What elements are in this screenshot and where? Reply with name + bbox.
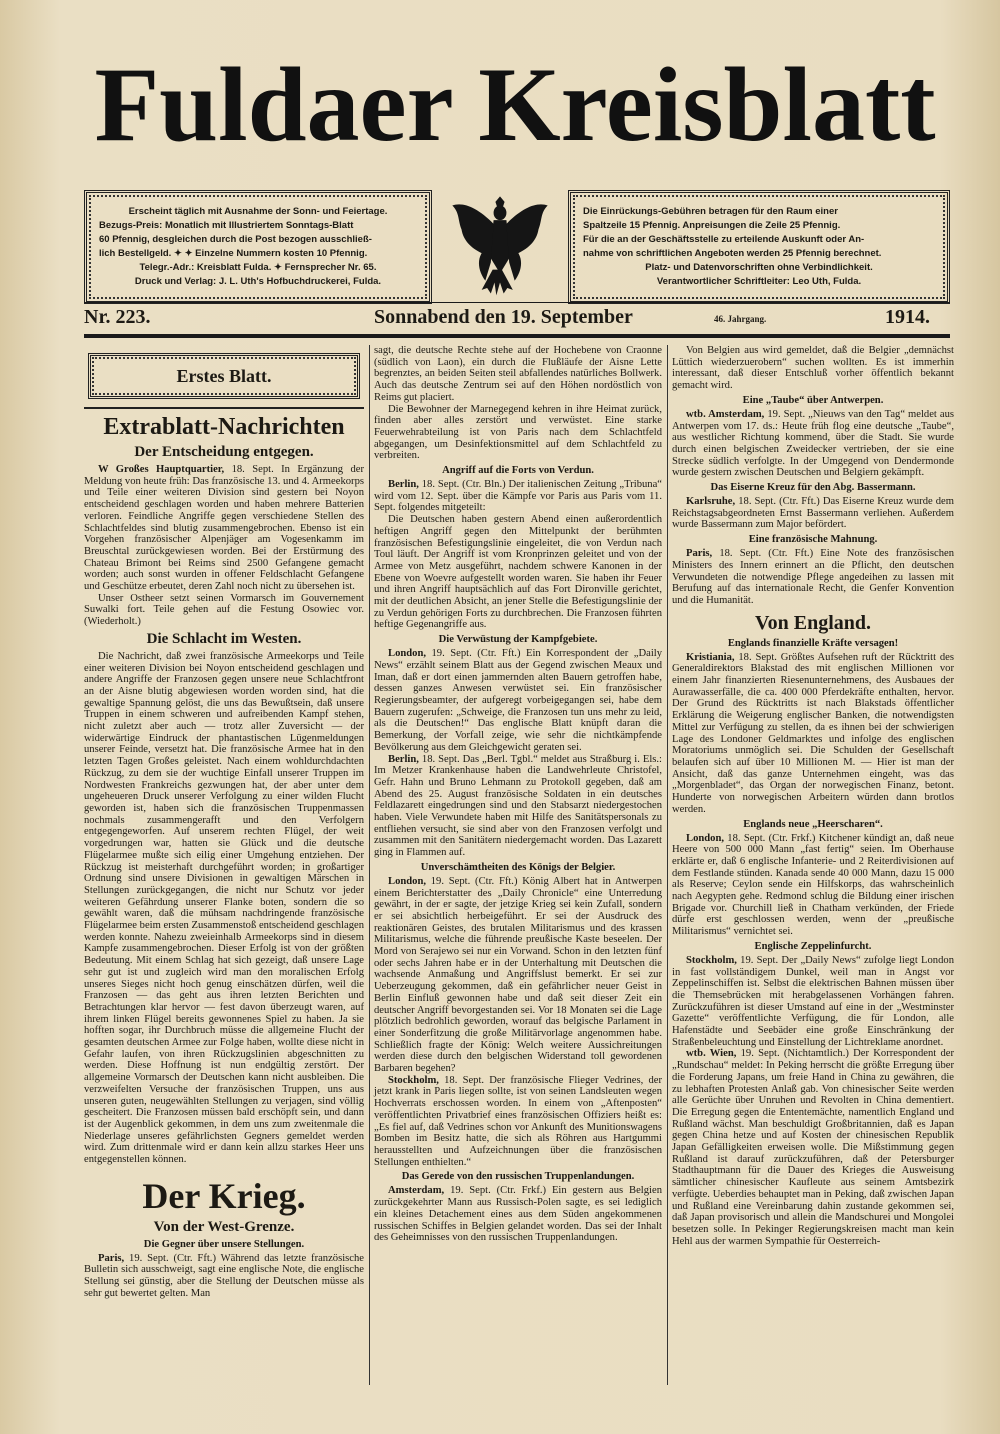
info-line: lich Bestellgeld. ✦ ✦ Einzelne Nummern kosten 10 Pfennig. xyxy=(99,248,368,259)
article-paragraph xyxy=(672,833,954,938)
dateline-place: Stockholm, xyxy=(388,1074,439,1086)
paragraph-text: 19. Sept. (Nichtamtlich.) Der Korrespondent der „Rundschau“ meldet: In Peking herrscht die größte Erregung über die Forderung Japans, um freie Hand in China zu gewähren, die zu lebhaften Protesten Anlaß gab. Von chinesischer Seite werden alle Gerüchte über Unruhen und Revolten in China dementiert. Die Erregung gegen die Ententemächte, namentlich England und Rußland wächst. Man beschuldigt Großbritannien, daß es Japan gegen China hetze und auf Kosten der chinesischen Republik Japan Gefälligkeiten erweisen wolle. Die Mißstimmung gegen Rußland ist darauf zurückzuführen, daß der Petersburger Stadthauptmann für die Dauer des Krieges die Ausweisung sämtlicher chinesischer Kaufleute aus seinem Amtsbezirk verfügte. Ueberdies behauptet man in Peking, daß zwischen Japan und Rußland eine Vereinbarung dahin zustande gekommen sei, daß Japan provisorisch und allein die Mandschurei und Mongolei besetzen solle. In Pekinger Regierungskreisen macht man kein Hehl aus der warmen Sympathie für Oesterreich- xyxy=(672,1048,954,1247)
article-paragraph xyxy=(374,345,662,404)
column-2 xyxy=(374,345,662,1244)
info-line: Erscheint täglich mit Ausnahme der Sonn- und Feiertage. xyxy=(128,206,388,217)
article-paragraph xyxy=(374,754,662,859)
headline: Das Gerede von den russischen Truppenlandungen. xyxy=(401,1171,635,1183)
dateline-place: Berlin, xyxy=(388,479,419,491)
article-paragraph xyxy=(672,955,954,1049)
paragraph-text: 19. Sept. (Ctr. Fft.) Ein Korrespondent der „Daily News“ erzählt seinem Blatt aus der Gegend zwischen Meaux und Iman, daß er dort einen jammernden alten Bauern getroffen habe, dessen ganzes Anwesen verwüstet sei. Ein französischer Regierungsbeamter, der aufgeregt vorbeigegangen sei, habe dem Bauern zugerufen: „Schweige, die Franzosen tun uns mehr zu leid, als die Deutschen!“ Das englische Blatt knüpft daran die Bemerkung, der Vorfall zeige, wie sehr die nichtkämpfende Bevölkerung aus dem Gleichgewicht geraten sei. xyxy=(374,648,662,753)
headline: Englands neue „Heerscharen“. xyxy=(743,818,883,830)
dateline-place: Stockholm, xyxy=(686,954,737,966)
article-paragraph xyxy=(84,1253,364,1300)
article-paragraph xyxy=(374,1185,662,1244)
headline: Von der West-Grenze. xyxy=(153,1218,295,1235)
column-3 xyxy=(672,345,954,1247)
column-divider xyxy=(369,345,370,1385)
article-paragraph xyxy=(672,1048,954,1247)
article-paragraph xyxy=(672,345,954,392)
column-divider xyxy=(667,345,668,1385)
divider xyxy=(84,334,950,338)
headline: Unverschämtheiten des Königs der Belgier. xyxy=(420,861,616,873)
paragraph-text: Die Nachricht, daß zwei französische Armeekorps und Teile einer weiteren Division bei Noyon entscheidend geschlagen und andere Angriffe der Franzosen gegen unsere neue Schlachtfront an der Aisne blutig abgewiesen worden worden sind, hat die gewaltige Spannung gelöst, die uns das Bewußtsein, daß unsere Truppen in einem schweren und aufreibenden Kampf stehen, nicht zuletzt aber auch — trotz aller Zuversicht — der widerwärtige Eindruck der phantastischen Lügenmeldungen unserer Feinde, versetzt hat. Die französische Armee hat in den letzten Tagen Großes geleistet. Nach einem wohldurchdachten Rückzug, zu dem sie der wuchtige Einfall unserer Truppen im Nordwesten Frankreichs gezwungen hat, der aber unter dem ungeheueren Druck unserer Verfolgung zu einer wilden Flucht geworden ist, haben sich die französischen Truppenmassen nochmals zusammengerafft und den Verfolgern entgegengeworfen. Auf unserem rechten Flügel, der weit vorgedrungen war, hatten sie Glück und die deutsche Flügelarmee mußte sich eilig einer Umgehung entziehen. Der Rückzug ist meisterhaft durchgeführt worden; in großartiger Ordnung sind unsere Divisionen in gewaltigen Märschen in Stellungen zurückgegangen, die nicht nur Schutz vor jeder weiteren Gefährdung unserer Flanke boten, sondern die so gewählt waren, daß die mühsam nachdringende französische Flügelarmee beim ersten Zusammenstoß entscheidend geschlagen werden konnte. Nahezu zweieinhalb Armeekorps sind in diesem Kampfe zusammengebrochen. Dieser Erfolg ist von der größten Bedeutung. Mit einem Schlag hat sich gezeigt, daß unsere Lage sehr gut ist und zugleich wird man den moralischen Erfolg unseres Sieges nicht hoch genug einschätzen dürfen, weil die Franzosen — das geht aus ihren letzten Berichten und Betrachtungen klar hervor — fest davon überzeugt waren, auf ihrem linken Flügel bereits gewonnenes Spiel zu haben. Ja sie hofften sogar, ihr Durchbruch müsse die allgemeine Flucht der gesamten deutschen Armee zur Folge haben, wollte diese nicht in Gefahr laufen, von ihren Rückzugslinien abgeschnitten zu werden. Diese Hoffnung ist nun endgültig zerstört. Der allgemeine Vormarsch der Deutschen kann nicht ausbleiben. Die verzweifelten Versuche der französischen Truppen, uns aus unseren guten, neugewählten Stellungen zu verjagen, sind völlig gescheitert. Die Franzosen müssen bald erschöpft sein, und dann ist der Augenblick gekommen, in dem uns zum zweitenmale die Niederlage unseres gefährlichsten Gegners gemeldet werden wird. Zum drittenmale wird er dann kein allzu starkes Heer uns entgegenstellen können. xyxy=(84,650,364,1166)
paragraph-text: Von Belgien aus wird gemeldet, daß die Belgier „demnächst Lüttich wiederzuerobern“ suchen wollten. Es ist immerhin interessant, daß dieser Entschluß vorher öffentlich bekannt gemacht wird. xyxy=(672,345,954,392)
headline: Von England. xyxy=(755,611,871,634)
paragraph-text: 18. Sept. Der französische Flieger Vedrines, der jetzt krank in Paris liegen sollte, ist von seinen Landsleuten wegen Hochverrats erschossen worden. In einem von „Aftenposten“ veröffentlichten Privatbrief eines französischen Offiziers heißt es: „Es fiel auf, daß Vedrines schon vor Ankunft des Munitionswagens Bomben im Besitz hatte, die sich als Röhren aus Hartgummi herausstellten und Aufzeichnungen über die französischen Stellungen enthielten.“ xyxy=(374,1074,662,1168)
dateline-place: London, xyxy=(388,648,426,660)
headline: Englands finanzielle Kräfte versagen! xyxy=(727,637,899,649)
paragraph-text: 18. Sept. In Ergänzung der Meldung von heute früh: Das französische 13. und 4. Armeekorps und Teile einer weiteren Division sind gestern bei Noyon entscheidend geschlagen worden und haben mehrere Batterien verloren. Feindliche Angriffe gegen verschiedene Stellen des Schlachtfeldes sind blutig zusammengebrochen. Ebenso ist ein Vorgehen französischer Alpenjäger am Vogesenkamm im Breuschtal zurückgewiesen worden. Bei der Erstürmung des Chateau Brimont bei Reims sind 2500 Gefangene gemacht worden; auch sonst wurden in offener Feldschlacht Gefangene und Geschütze erbeutet, deren Zahl noch nicht zu übersehen ist. xyxy=(84,464,364,593)
paragraph-text: 19. Sept. (Ctr. Fft.) Während das letzte französische Bulletin sich ausschweigt, sagt eine englische Note, die englische Stellung sei günstig, aber die Stellung der Deutschen müsse als sehr gut bewertet gelten. Man xyxy=(84,1252,364,1299)
info-line: Verantwortlicher Schriftleiter: Leo Uth, Fulda. xyxy=(656,276,862,287)
paragraph-text: 19. Sept. (Ctr. Fft.) König Albert hat in Antwerpen einem Berichterstatter des „Daily Chronicle“ eine Unterredung gewährt, in der er sagte, der jetzige Krieg sei kein Zufall, sondern er sei absichtlich herbeigeführt. Er sei der Ausdruck des reaktionären Geistes, des brutalen Militarismus und des krassen Militarismus, welche die führende preußische Kaste beseelen. Der Mord von Serajewo sei nur ein Vorwand. Schon in den letzten fünf oder sechs Jahren habe er in der Unterhaltung mit Deutschen die wachsende Anmaßung und Angriffslust bemerkt. Er sei zur Ueberzeugung gekommen, daß ein gefährlicher neuer Geist in Berlin Einfluß gewonnen habe und daß seit dieser Zeit ein deutscher Angriff bevorgestanden sei. Vor 18 Monaten sei die Lage plötzlich bedrohlich geworden, worauf das belgische Parlament in einer Sonderfitzung die große Militärvorlage angenommen habe. Schließlich fragte der König: Welch weitere Aussichreitungen werden diese durch den belgischen Widerstand toll gewordenen Barbaren begehen? xyxy=(374,875,662,1075)
dateline-place: Paris, xyxy=(686,548,713,560)
dateline-place: Paris, xyxy=(98,1252,125,1264)
paragraph-text: sagt, die deutsche Rechte stehe auf der Hochebene von Craonne (südlich von Laon), ein durch die Flußläufe der Aisne Lette begrenztes, an beiden Seiten steil abfallendes natürliches Bollwerk. Auch das deutsche Zentrum sei auf den Höhen nordöstlich von Reims gut placiert. xyxy=(374,345,662,403)
headline: Extrablatt-Nachrichten xyxy=(103,414,345,440)
paragraph-text: 18. Sept. (Ctr. Fft.) Das Eiserne Kreuz wurde dem Reichstagsabgeordneten Ernst Bassermann verliehen. Außerdem wurde Bassermann zum Major befördert. xyxy=(672,496,954,531)
dateline-place: W Großes Hauptquartier, xyxy=(98,464,225,475)
subscription-info-box xyxy=(84,190,432,304)
info-line: Für die an der Geschäftsstelle zu erteilende Auskunft oder An- xyxy=(583,234,865,245)
paragraph-text: 19. Sept. (Ctr. Frkf.) Ein gestern aus Belgien zurückgekehrter Mann aus Russisch-Polen sagte, es sei lediglich ein kleines Detachement eines aus dem Süden angekommenen russischen Schiffes in Belgien gelandet worden. Das sei der Inhalt des Geheimnisses von den russischen Truppenlandungen. xyxy=(374,1185,662,1244)
paragraph-text: 19. Sept. Der „Daily News“ zufolge liegt London in fast vollständigem Dunkel, weil man in Angst vor Zeppelinschiffen ist. Selbst die elektrischen Bahnen müssen über die Themsebrücken mit herabgelassenen Vorhängen fahren. Zurückzuführen ist dieser Umstand auf eine in der „Westminster Gazette“ veröffentlichte Verfügung, die für London, alle Hafenstädte und Seebäder eine große Einschränkung der Straßenbeleuchtung und Einstellung der Lichtreklame anordnet. xyxy=(672,954,954,1048)
headline: Angriff auf die Forts von Verdun. xyxy=(442,465,594,477)
headline: Das Eiserne Kreuz für den Abg. Bassermann. xyxy=(710,482,916,494)
paragraph-text: 18. Sept. (Ctr. Frkf.) Kitchener kündigt an, daß neue Heere von 500 000 Mann „fast fertig“ seien. Im Oberhause erklärte er, daß 6 englische Infanterie- und 2 Reiterdivisionen auf dem Festlande stünden. Kanada sende 40 000 Mann, dazu 15 000 als Reserve; Ceylon sende ein Hilfskorps, das wahrscheinlich nach Aegypten gehe. Redmond schlug die Bildung einer irischen Brigade vor. Churchill ließ in Chatham verkünden, der Friede dürfe erst geschlossen werden, wenn der „preußische Militarismus“ vernichtet sei. xyxy=(672,832,954,938)
article-paragraph xyxy=(672,548,954,607)
info-line: nahme von schriftlichen Angeboten werden 25 Pfennig berechnet. xyxy=(583,248,882,259)
dateline-place: wtb. Wien, xyxy=(686,1048,737,1060)
advertising-info-box xyxy=(568,190,950,304)
headline: Die Verwüstung der Kampfgebiete. xyxy=(438,634,598,646)
article-paragraph xyxy=(374,404,662,463)
paragraph-text: 18. Sept. Das „Berl. Tgbl.“ meldet aus Straßburg i. Els.: Im Metzer Krankenhause haben die Landwehrleute Christofel, Gefr. Hahn und Bruno Lehmann zu Protokoll gegeben, daß am Abend des 25. August französische Soldaten in ein deutsches Feldlazarett eingedrungen sind und den Stabsarzt niedergestochen haben. Viele Verwundete haben mit Hilfe des Sanitätspersonals zu entfliehen versucht, sie sind aber von den Franzosen verfolgt und zusammen mit den Sanitätern niedergemacht worden. Das Lazarett ging in Flammen auf. xyxy=(374,753,662,859)
dateline-place: Amsterdam, xyxy=(388,1185,445,1197)
issue-number: Nr. 223. xyxy=(84,306,151,328)
info-line: Spaltzeile 15 Pfennig. Anpreisungen die Zeile 25 Pfennig. xyxy=(583,220,841,231)
column-1 xyxy=(84,345,364,1300)
dateline xyxy=(84,304,950,334)
article-paragraph xyxy=(374,479,662,514)
article-paragraph xyxy=(84,593,364,628)
headline: Eine französische Mahnung. xyxy=(748,534,878,546)
dateline-place: Berlin, xyxy=(388,753,419,765)
info-line: Bezugs-Preis: Monatlich mit Illustriertem Sonntags-Blatt xyxy=(99,220,354,231)
info-line: 60 Pfennig, desgleichen durch die Post bezogen ausschließ- xyxy=(99,234,372,245)
paragraph-text: 18. Sept. Größtes Aufsehen ruft der Rücktritt des Generaldirektors Blakstad des mit englischen Millionen vor einem Jahr finanzierten Riesenunternehmens, des Ausbaues der Aurawasserfälle, die ca. 400 000 Pferdekräfte enthalten, hervor. Der Grund des Rücktritts ist nach Blakstads öffentlicher Erklärung die Weigerung englischer Banken, die notwendigsten Mittel zur Verfügung zu stellen, da es ihnen bei der schwierigen Lage des Londoner Geldmarktes und infolge des englischen Moratoriums unmöglich sei. Die Schulden der Gesellschaft belaufen sich auf über 10 Millionen M. — Hier ist man der Ansicht, daß das ganze Unternehmen eingeht, was das „Morgenbladet“, das Organ der norwegischen Finanz, betont. Hunderte von norwegischen Arbeitern würden dann brotlos werden. xyxy=(672,651,954,815)
paragraph-text: Unser Ostheer setzt seinen Vormarsch im Gouvernement Suwalki fort. Teile gehen auf die Festung Osowiec vor. (Wiederholt.) xyxy=(84,592,364,628)
paragraph-text: 18. Sept. (Ctr. Bln.) Der italienischen Zeitung „Tribuna“ wird vom 12. Sept. über die Kämpfe vor Paris aus Paris vom 11. Sept. folgendes mitgeteilt: xyxy=(374,479,662,514)
dateline-place: London, xyxy=(388,875,426,887)
info-line: Druck und Verlag: J. L. Uth's Hofbuchdruckerei, Fulda. xyxy=(134,276,382,287)
paragraph-text: Die Bewohner der Marnegegend kehren in ihre Heimat zurück, finden aber alles zerstört und verwüstet. Eine starke Feuerwehrabteilung ist von Paris nach dem Schlachtfeld abgegangen, um Desinfektionsmittel auf dem Schlachtfeld zu verbreiten. xyxy=(374,403,662,462)
article-paragraph xyxy=(374,514,662,631)
info-line: Die Einrückungs-Gebühren betragen für den Raum einer xyxy=(583,206,838,217)
masthead-title: Fuldaer Kreisblatt xyxy=(94,46,936,163)
article-paragraph xyxy=(374,1075,662,1169)
issue-date: Sonnabend den 19. September xyxy=(374,306,633,328)
volume: 46. Jahrgang. xyxy=(714,314,767,324)
headline: Die Gegner über unsere Stellungen. xyxy=(143,1238,305,1250)
article-paragraph xyxy=(374,648,662,753)
dateline-place: Kristiania, xyxy=(686,651,735,663)
eagle-emblem-icon xyxy=(445,188,555,300)
dateline-place: wtb. Amsterdam, xyxy=(686,408,765,420)
article-paragraph xyxy=(84,464,364,593)
article-paragraph xyxy=(374,876,662,1075)
info-line: Platz- und Datenvorschriften ohne Verbindlichkeit. xyxy=(645,262,873,273)
headline: Die Schlacht im Westen. xyxy=(146,630,302,647)
headline: Englische Zeppelinfurcht. xyxy=(754,940,872,952)
paragraph-text: 19. Sept. „Nieuws van den Tag“ meldet aus Antwerpen vom 17. ds.: Heute früh flog eine deutsche „Taube“, aus westlicher Richtung kommend, über die Stadt. Sie wurde durch einen belgischen Zweidecker vertrieben, der sie eine Strecke südlich verfolgte. In der Umgegend von Dendermonde wurde gestern zwischen Deutschen und Belgiern gekämpft. xyxy=(672,408,954,479)
dateline-place: London, xyxy=(686,832,724,844)
issue-year: 1914. xyxy=(885,306,930,328)
dateline-place: Karlsruhe, xyxy=(686,496,736,508)
article-paragraph xyxy=(672,409,954,479)
headline: Eine „Taube“ über Antwerpen. xyxy=(742,394,884,406)
section-label-box: Erstes Blatt. xyxy=(88,353,360,399)
article-paragraph xyxy=(672,652,954,816)
info-line: Telegr.-Adr.: Kreisblatt Fulda. ✦ Fernsprecher Nr. 65. xyxy=(139,262,377,273)
paragraph-text: Die Deutschen haben gestern Abend einen außerordentlich heftigen Angriff gegen den Mittelpunkt der berühmten französischen Befestigungslinie eingeleitet, die von Verdun nach Toul läuft. Der Angriff ist vom Kronprinzen geleitet und von der Armee von Metz ausgeführt, nachdem schwere Kanonen in der Ebene von Woevre aufgestellt worden waren. Sie haben ihr Feuer und ihren Angriff hauptsächlich auf das Fort Dironville gerichtet, mit der deutlichen Absicht, an jener Stelle die Befestigungslinie der zu Verdun gehörigen Forts zu durchbrechen. Die Franzosen führten heftige Gegenangriffe aus. xyxy=(374,514,662,631)
article-paragraph xyxy=(672,496,954,531)
divider xyxy=(84,302,950,303)
headline: Der Entscheidung entgegen. xyxy=(134,444,314,460)
headline: Der Krieg. xyxy=(142,1175,306,1216)
paragraph-text: 18. Sept. (Ctr. Fft.) Eine Note des französischen Ministers des Innern erinnert an die Pflicht, den deutschen Verwundeten die notwendige Pflege angedeihen zu lassen mit Berufung auf das internationale Recht, die Genfer Konvention und die Humanität. xyxy=(672,548,954,606)
divider xyxy=(84,407,364,409)
article-paragraph xyxy=(84,651,364,1166)
